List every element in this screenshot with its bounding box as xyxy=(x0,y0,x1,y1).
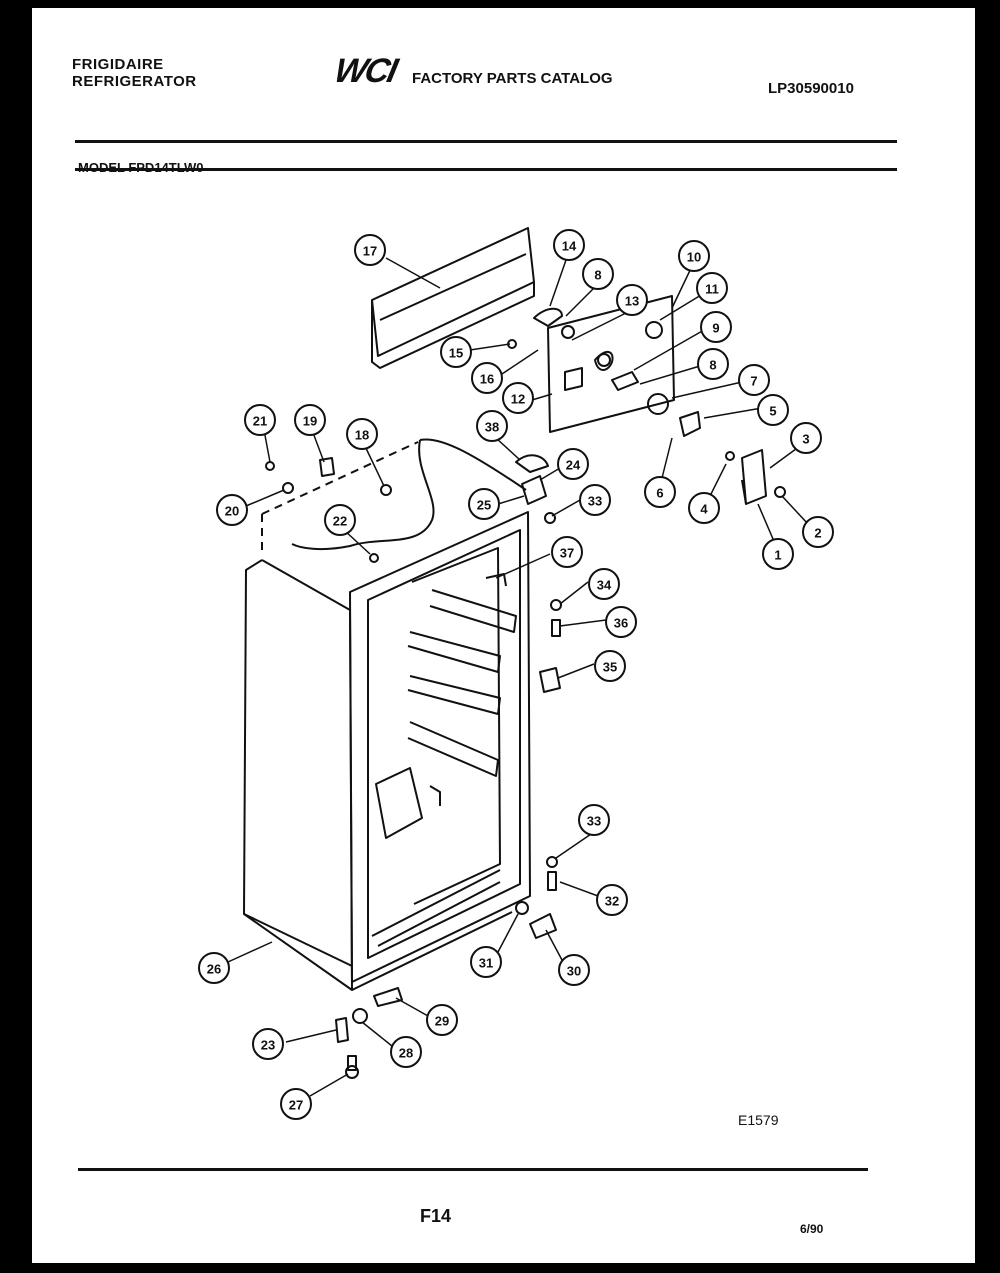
callout-35 xyxy=(595,651,625,681)
callout-34 xyxy=(589,569,619,599)
callout-27 xyxy=(281,1089,311,1119)
callout-number: 28 xyxy=(398,1045,414,1061)
callout-8 xyxy=(698,349,728,379)
callout-38 xyxy=(477,411,507,441)
callout-2 xyxy=(803,517,833,547)
footer-rule xyxy=(78,1168,868,1171)
callout-number: 7 xyxy=(750,373,758,389)
page-number: F14 xyxy=(420,1206,452,1226)
callout-22 xyxy=(325,505,355,535)
callout-16 xyxy=(472,363,502,393)
callout-number: 31 xyxy=(478,955,494,971)
callout-number: 30 xyxy=(566,963,582,979)
callout-1 xyxy=(763,539,793,569)
callout-number: 38 xyxy=(484,419,500,435)
callout-number: 14 xyxy=(561,238,577,254)
callout-25 xyxy=(469,489,499,519)
callout-29 xyxy=(427,1005,457,1035)
callout-number: 16 xyxy=(479,371,495,387)
callout-30 xyxy=(559,955,589,985)
callout-number: 17 xyxy=(362,243,378,259)
callout-28 xyxy=(391,1037,421,1067)
callout-number: 11 xyxy=(705,281,719,297)
callout-15 xyxy=(441,337,471,367)
callout-20 xyxy=(217,495,247,525)
callout-12 xyxy=(503,383,533,413)
callout-number: 24 xyxy=(565,457,581,473)
wci-logo: WCI xyxy=(331,52,400,90)
callout-33 xyxy=(580,485,610,515)
callout-number: 20 xyxy=(224,503,240,519)
callout-23 xyxy=(253,1029,283,1059)
model-number: MODEL FPD14TLW0 xyxy=(78,160,204,175)
callout-36 xyxy=(606,607,636,637)
callout-17 xyxy=(355,235,385,265)
callout-21 xyxy=(245,405,275,435)
callout-number: 9 xyxy=(712,320,720,336)
catalog-title: FACTORY PARTS CATALOG xyxy=(412,70,613,87)
callout-number: 10 xyxy=(686,249,702,265)
callout-number: 2 xyxy=(814,525,822,541)
callout-number: 21 xyxy=(252,413,268,429)
callout-number: 1 xyxy=(774,547,782,563)
document-id: LP30590010 xyxy=(768,80,854,97)
callout-24 xyxy=(558,449,588,479)
callout-number: 36 xyxy=(613,615,629,631)
callout-32 xyxy=(597,885,627,915)
callout-number: 37 xyxy=(559,545,575,561)
callout-number: 33 xyxy=(587,493,603,509)
callout-number: 35 xyxy=(602,659,618,675)
callout-number: 4 xyxy=(700,501,708,517)
callout-number: 19 xyxy=(302,413,318,429)
callout-number: 6 xyxy=(656,485,664,501)
callout-number: 5 xyxy=(769,403,777,419)
callout-13 xyxy=(617,285,647,315)
callout-number: 12 xyxy=(510,391,526,407)
callout-31 xyxy=(471,947,501,977)
callout-37 xyxy=(552,537,582,567)
drawing-code: E1579 xyxy=(738,1112,779,1128)
callout-11 xyxy=(697,273,727,303)
callout-number: 23 xyxy=(260,1037,276,1053)
callout-6 xyxy=(645,477,675,507)
callout-number: 3 xyxy=(802,431,810,447)
callout-number: 32 xyxy=(604,893,620,909)
callout-26 xyxy=(199,953,229,983)
callout-number: 8 xyxy=(594,267,602,283)
callout-number: 22 xyxy=(332,513,348,529)
callout-number: 29 xyxy=(434,1013,450,1029)
callout-number: 27 xyxy=(288,1097,304,1113)
callout-number: 13 xyxy=(624,293,640,309)
revision-date: 6/90 xyxy=(800,1222,824,1236)
callout-19 xyxy=(295,405,325,435)
callout-3 xyxy=(791,423,821,453)
callout-number: 25 xyxy=(476,497,492,513)
callout-9 xyxy=(701,312,731,342)
callout-7 xyxy=(739,365,769,395)
callout-number: 34 xyxy=(596,577,612,593)
brand-name: FRIGIDAIRE xyxy=(72,56,164,73)
callout-number: 18 xyxy=(354,427,370,443)
callout-number: 33 xyxy=(586,813,602,829)
callout-33 xyxy=(579,805,609,835)
callout-5 xyxy=(758,395,788,425)
callout-number: 15 xyxy=(448,345,464,361)
callout-18 xyxy=(347,419,377,449)
callout-number: 26 xyxy=(206,961,222,977)
callout-8 xyxy=(583,259,613,289)
callout-number: 8 xyxy=(709,357,717,373)
callout-10 xyxy=(679,241,709,271)
product-type: REFRIGERATOR xyxy=(72,73,197,90)
callout-4 xyxy=(689,493,719,523)
callout-14 xyxy=(554,230,584,260)
